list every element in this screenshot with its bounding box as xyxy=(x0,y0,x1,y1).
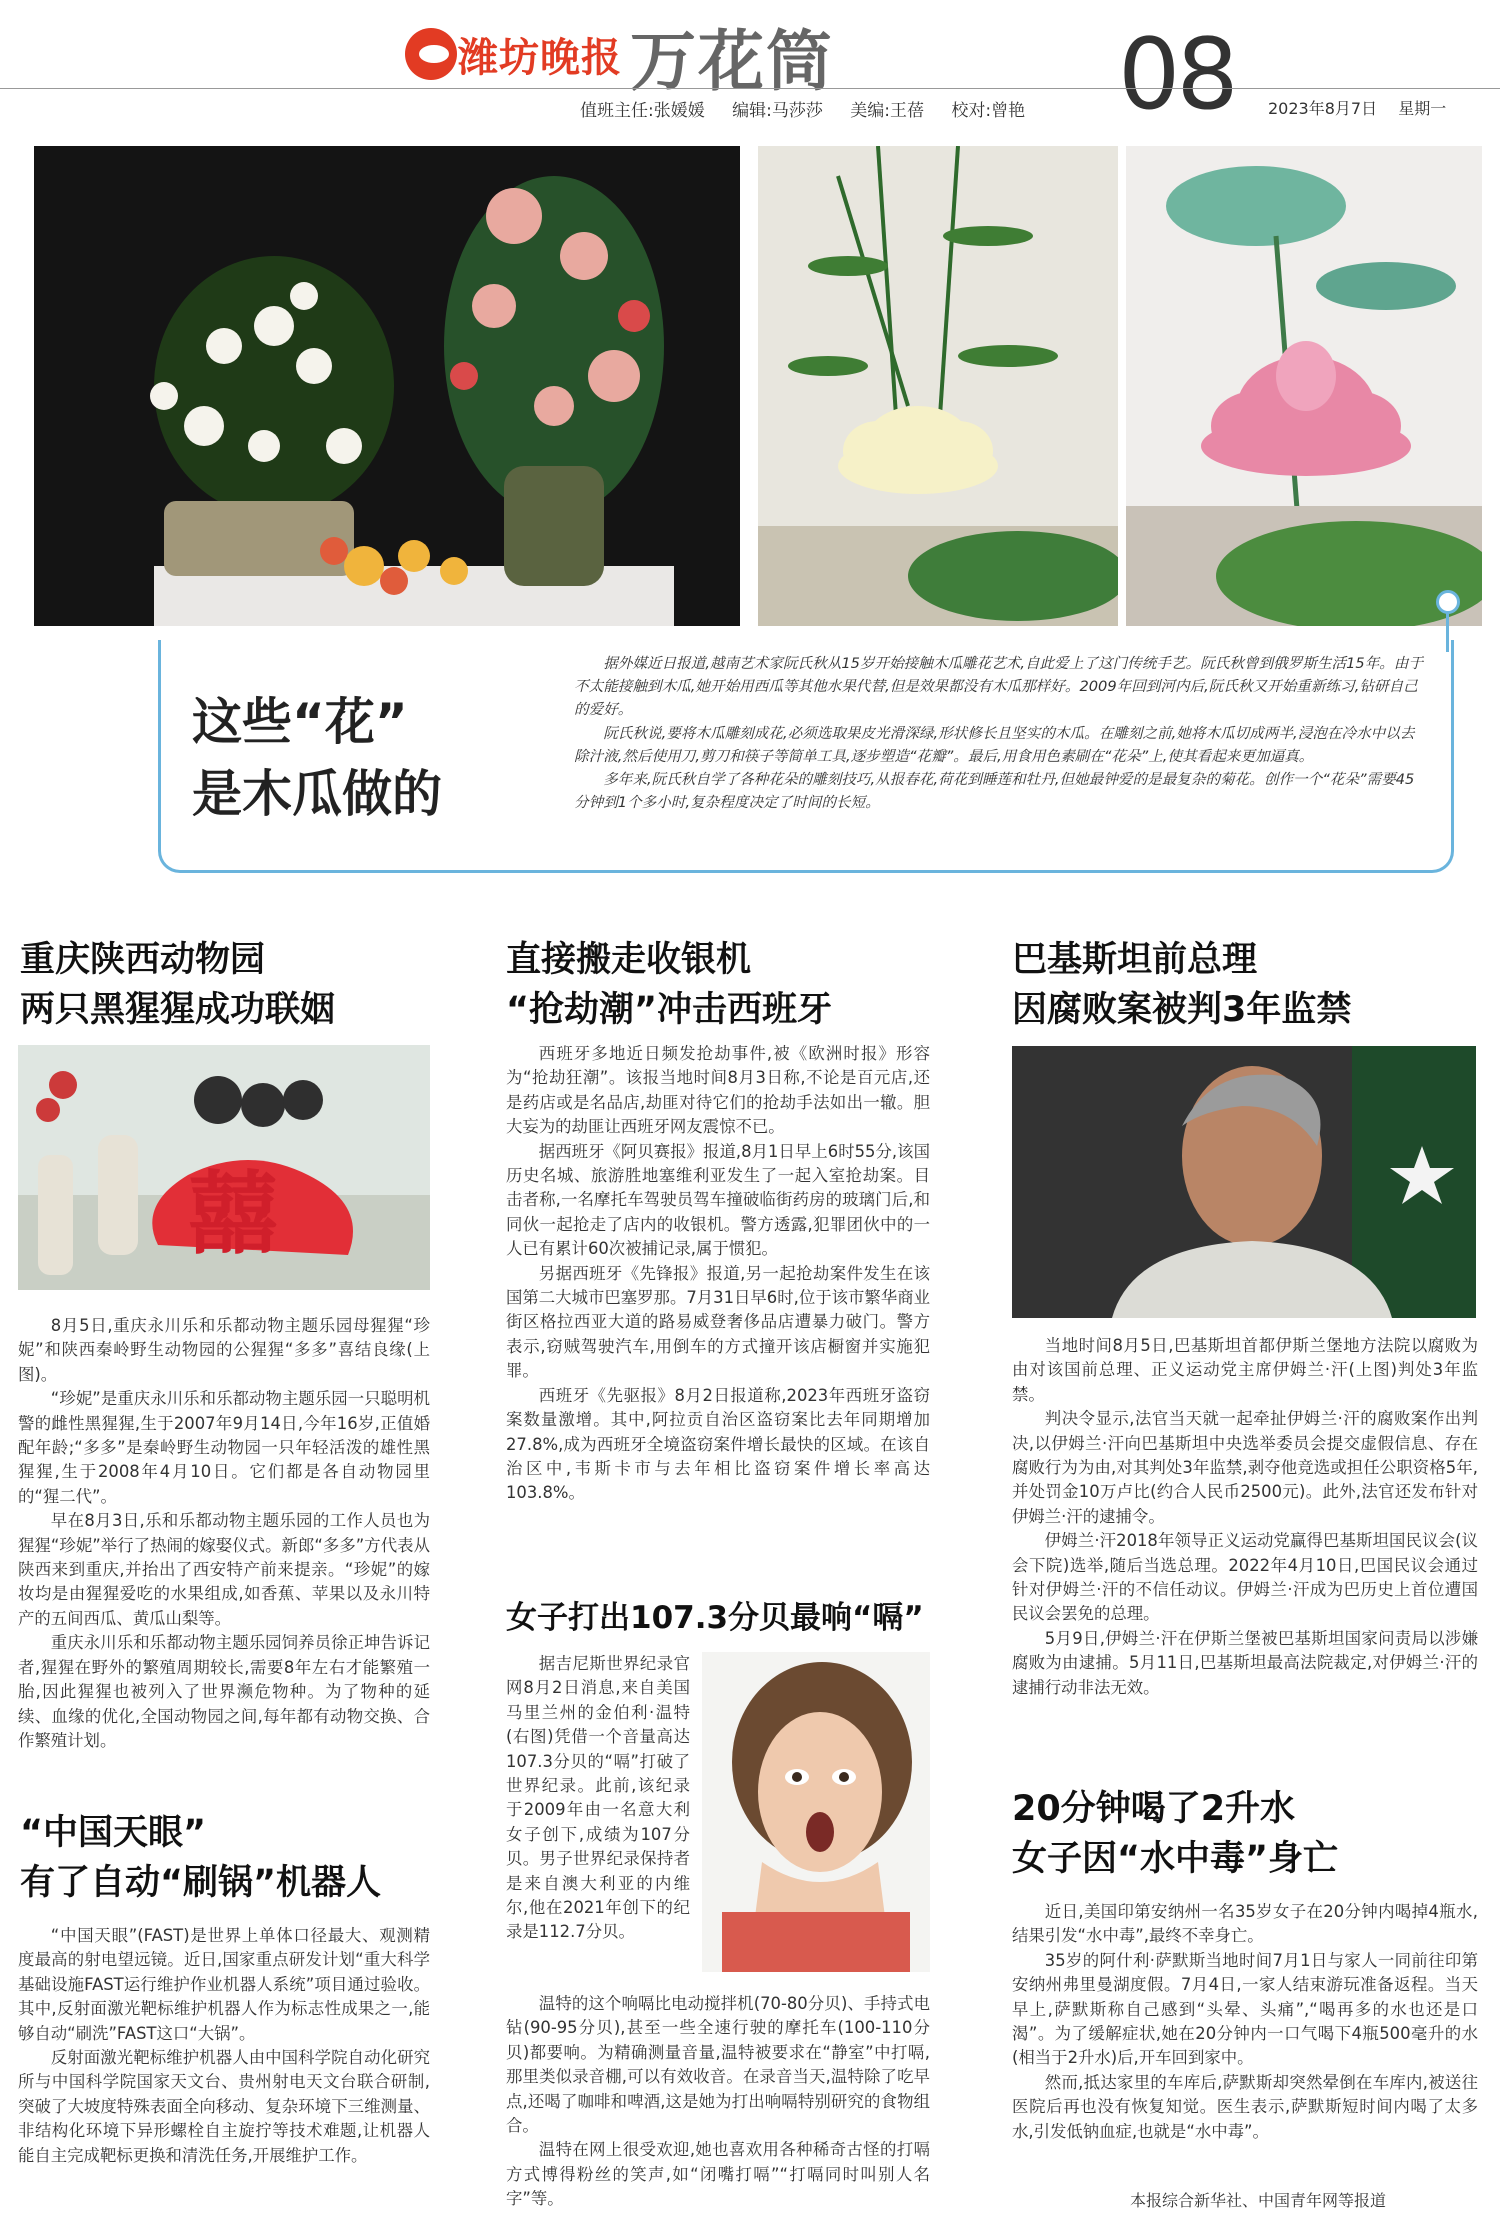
feature-paragraph: 据外媒近日报道,越南艺术家阮氏秋从15岁开始接触木瓜雕花艺术,自此爱上了这门传统手艺。阮氏秋曾到俄罗斯生活15年。由于不太能接触到木瓜,她开始用西瓜等其他水果代替,但是效果都没有木瓜那样好。2009年回到河内后,阮氏秋又开始重新练习,钻研自己的爱好。 xyxy=(574,655,1424,719)
section-title: 万花筒 xyxy=(630,22,834,100)
water-headline-line2: 女子因“水中毒”身亡 xyxy=(1012,1839,1339,1879)
pakistan-paragraph: 判决令显示,法官当天就一起牵扯伊姆兰·汗的腐败案作出判决,以伊姆兰·汗向巴基斯坦中央选举委员会提交虚假信息、存在腐败行为为由,对其判处3年监禁,剥夺他竞选或担任公职资格5年,并处罚金10万卢比(约合人民币2500元)。此外,法官还发布针对伊姆兰·汗的逮捕令。 xyxy=(1012,1409,1478,1526)
pakistan-headline-line1: 巴基斯坦前总理 xyxy=(1012,940,1258,980)
feature-headline-line1: 这些“花” xyxy=(192,693,408,751)
imran-khan-photo xyxy=(1012,1046,1476,1318)
scream-paragraph: 温特在网上很受欢迎,她也喜欢用各种稀奇古怪的打嗝方式博得粉丝的笑声,如“闭嘴打嗝”“打嗝同时叫别人名字”等。 xyxy=(506,2140,930,2209)
white-lotus-carving-photo xyxy=(758,146,1118,626)
gorilla-headline-line1: 重庆陕西动物园 xyxy=(20,940,266,980)
fast-headline xyxy=(20,1808,381,1908)
page-number: 08 xyxy=(1118,18,1235,132)
scream-body-wide xyxy=(506,1992,930,2212)
fast-headline-line2: 有了自动“刷锅”机器人 xyxy=(20,1863,382,1903)
gorilla-paragraph: 8月5日,重庆永川乐和乐都动物主题乐园母猩猩“珍妮”和陕西秦岭野生动物园的公猩猩“多多”喜结良缘(上图)。 xyxy=(18,1316,430,1384)
fast-paragraph: 反射面激光靶标维护机器人由中国科学院自动化研究所与中国科学院国家天文台、贵州射电天文台联合研制,突破了大坡度特殊表面全向移动、复杂环境下三维测量、非结构化环境下异形螺栓自主旋拧等技术难题,让机器人能自主完成靶标更换和清洗任务,开展维护工作。 xyxy=(18,2048,430,2165)
issue-weekday: 星期一 xyxy=(1398,99,1447,118)
gorilla-body xyxy=(18,1314,430,1753)
pakistan-paragraph: 5月9日,伊姆兰·汗在伊斯兰堡被巴基斯坦国家问责局以涉嫌腐败为由逮捕。5月11日,巴基斯坦最高法院裁定,对伊姆兰·汗的逮捕行动非法无效。 xyxy=(1012,1628,1478,1697)
pink-lotus-carving-photo xyxy=(1126,146,1482,626)
gorilla-wedding-photo xyxy=(18,1045,430,1290)
spain-headline-line1: 直接搬走收银机 xyxy=(506,940,752,980)
water-paragraph: 近日,美国印第安纳州一名35岁女子在20分钟内喝掉4瓶水,结果引发“水中毒”,最终不幸身亡。 xyxy=(1012,1902,1478,1946)
gorilla-paragraph: 早在8月3日,乐和乐都动物主题乐园的工作人员也为猩猩“珍妮”举行了热闹的嫁娶仪式。新郎“多多”方代表从陕西来到重庆,并抬出了西安特产前来提亲。“珍妮”的嫁妆均是由猩猩爱吃的水果组成,如香蕉、苹果以及永川特产的五间西瓜、黄瓜山梨等。 xyxy=(18,1511,430,1628)
spain-paragraph: 西班牙多地近日频发抢劫事件,被《欧洲时报》形容为“抢劫狂潮”。该报当地时间8月3日称,不论是百元店,还是药店或是名品店,劫匪对待它们的抢劫手法如出一辙。胆大妄为的劫匪让西班牙网友震惊不已。 xyxy=(506,1044,930,1137)
gorilla-photo-xi-character: 囍 xyxy=(188,1162,278,1267)
water-paragraph: 35岁的阿什利·萨默斯当地时间7月1日与家人一同前往印第安纳州弗里曼湖度假。7月4日,一家人结束游玩准备返程。当天早上,萨默斯称自己感到“头晕、头痛”,“喝再多的水也还是口渴”。为了缓解症状,她在20分钟内一口气喝下4瓶500毫升的水(相当于2升水)后,开车回到家中。 xyxy=(1012,1950,1478,2068)
pakistan-paragraph: 当地时间8月5日,巴基斯坦首都伊斯兰堡地方法院以腐败为由对该国前总理、正义运动党主席伊姆兰·汗(上图)判处3年监禁。 xyxy=(1012,1336,1478,1404)
spain-headline-line2: “抢劫潮”冲击西班牙 xyxy=(506,990,833,1030)
water-body xyxy=(1012,1900,1478,2144)
gorilla-paragraph: “珍妮”是重庆永川乐和乐都动物主题乐园一只聪明机警的雌性黑猩猩,生于2007年9月14日,今年16岁,正值婚配年龄;“多多”是秦岭野生动物园一只年轻活泼的雄性黑猩猩,生于2008年4月10日。它们都是各自动物园里的“猩二代”。 xyxy=(18,1389,430,1506)
gorilla-headline xyxy=(20,935,335,1035)
scream-paragraph: 温特的这个响嗝比电动搅拌机(70-80分贝)、手持式电钻(90-95分贝),甚至一些全速行驶的摩托车(100-110分贝)都要响。为精确测量音量,温特被要求在“静室”中打嗝,那里类似录音棚,可以有效收音。在录音当天,温特除了吃早点,还喝了咖啡和啤酒,这是她为打出响嗝特别研究的食物组合。 xyxy=(506,1994,930,2136)
water-headline-line1: 20分钟喝了2升水 xyxy=(1012,1789,1296,1829)
pakistan-headline-line2: 因腐败案被判3年监禁 xyxy=(1012,990,1352,1030)
pakistan-body xyxy=(1012,1334,1478,1700)
issue-date-line xyxy=(1268,96,1462,119)
gorilla-paragraph: 重庆永川乐和乐都动物主题乐园饲养员徐正坤告诉记者,猩猩在野外的繁殖周期较长,需要8年左右才能繁殖一胎,因此猩猩也被列入了世界濒危物种。为了物种的延续、血缘的优化,全国动物园之间,每年都有动物交换、合作繁殖计划。 xyxy=(18,1633,430,1750)
feature-paragraph: 多年来,阮氏秋自学了各种花朵的雕刻技巧,从报春花,荷花到睡莲和牡丹,但她最钟爱的是最复杂的菊花。创作一个“花朵”需要45分钟到1个多小时,复杂程度决定了时间的长短。 xyxy=(574,771,1415,812)
scream-headline: 女子打出107.3分贝最响“嗝” xyxy=(506,1600,924,1636)
spain-body xyxy=(506,1042,930,1506)
water-headline xyxy=(1012,1784,1338,1884)
fast-paragraph: “中国天眼”(FAST)是世界上单体口径最大、观测精度最高的射电望远镜。近日,国家重点研发计划“重大科学基础设施FAST运行维护作业机器人系统”项目通过验收。其中,反射面激光靶标维护机器人作为标志性成果之一,能够自动“刷洗”FAST这口“大锅”。 xyxy=(18,1926,430,2043)
kimberly-winter-photo xyxy=(702,1652,930,1972)
paper-name: 潍坊晚报 xyxy=(458,35,622,81)
feature-paragraph: 阮氏秋说,要将木瓜雕刻成花,必须选取果皮光滑深绿,形状修长且坚实的木瓜。在雕刻之前,她将木瓜切成两半,浸泡在冷水中以去除汁液,然后使用刀,剪刀和筷子等简单工具,逐步塑造“花瓣”。最后,用食用色素刷在“花朵”上,使其看起来更加逼真。 xyxy=(574,724,1415,765)
masthead-rule xyxy=(0,88,1500,89)
staff-art-editor: 美编:王蓓 xyxy=(850,101,925,121)
pakistan-headline xyxy=(1012,935,1351,1035)
staff-line xyxy=(580,96,1047,121)
spain-headline xyxy=(506,935,832,1035)
water-paragraph: 然而,抵达家里的车库后,萨默斯却突然晕倒在车库内,被送往医院后再也没有恢复知觉。医生表示,萨默斯短时间内喝了太多水,引发低钠血症,也就是“水中毒”。 xyxy=(1012,2072,1478,2141)
spain-paragraph: 另据西班牙《先锋报》报道,另一起抢劫案件发生在该国第二大城市巴塞罗那。7月31日早6时,位于该市繁华商业街区格拉西亚大道的路易威登奢侈品店遭暴力破门。警方表示,窃贼驾驶汽车,用倒车的方式撞开该店橱窗并实施犯罪。 xyxy=(506,1263,930,1381)
chrysanthemum-lily-arrangement-photo xyxy=(34,146,740,626)
fast-headline-line1: “中国天眼” xyxy=(20,1813,207,1853)
scream-paragraph: 据吉尼斯世界纪录官网8月2日消息,来自美国马里兰州的金伯利·温特(右图)凭借一个音量高达107.3分贝的“嗝”打破了世界纪录。此前,该纪录于2009年由一名意大利女子创下,成绩为107分贝。男子世界纪录保持者是来自澳大利亚的内维尔,他在2021年创下的纪录是112.7分贝。 xyxy=(506,1654,690,1942)
gorilla-headline-line2: 两只黑猩猩成功联姻 xyxy=(20,990,336,1030)
staff-duty-editor: 值班主任:张媛媛 xyxy=(580,101,705,121)
feature-box-dot-icon xyxy=(1436,590,1460,614)
spain-paragraph: 西班牙《先驱报》8月2日报道称,2023年西班牙盗窃案数量激增。其中,阿拉贡自治区盗窃案比去年同期增加27.8%,成为西班牙全境盗窃案件增长最快的区域。在该自治区中,韦斯卡市与去年相比盗窃案件增长率高达103.8%。 xyxy=(506,1385,930,1503)
feature-body xyxy=(574,652,1426,814)
paper-logo-icon xyxy=(405,28,457,80)
issue-date: 2023年8月7日 xyxy=(1268,99,1378,118)
feature-headline xyxy=(192,686,442,830)
fast-body xyxy=(18,1924,430,2168)
scream-body-narrow xyxy=(506,1652,690,1945)
source-credit: 本报综合新华社、中国青年网等报道 xyxy=(1130,2191,1387,2210)
pakistan-paragraph: 伊姆兰·汗2018年领导正义运动党赢得巴基斯坦国民议会(议会下院)选举,随后当选总理。2022年4月10日,巴国民议会通过针对伊姆兰·汗的不信任动议。伊姆兰·汗成为巴历史上首位遭国民议会罢免的总理。 xyxy=(1012,1531,1478,1624)
staff-editor: 编辑:马莎莎 xyxy=(732,101,823,121)
spain-paragraph: 据西班牙《阿贝赛报》报道,8月1日早上6时55分,该国历史名城、旅游胜地塞维利亚发生了一起入室抢劫案。目击者称,一名摩托车驾驶员驾车撞破临街药房的玻璃门后,和同伙一起抢走了店内的收银机。警方透露,犯罪团伙中的一人已有累计60次被捕记录,属于惯犯。 xyxy=(506,1141,930,1259)
staff-proofreader: 校对:曾艳 xyxy=(951,101,1026,121)
feature-headline-line2: 是木瓜做的 xyxy=(192,765,442,823)
